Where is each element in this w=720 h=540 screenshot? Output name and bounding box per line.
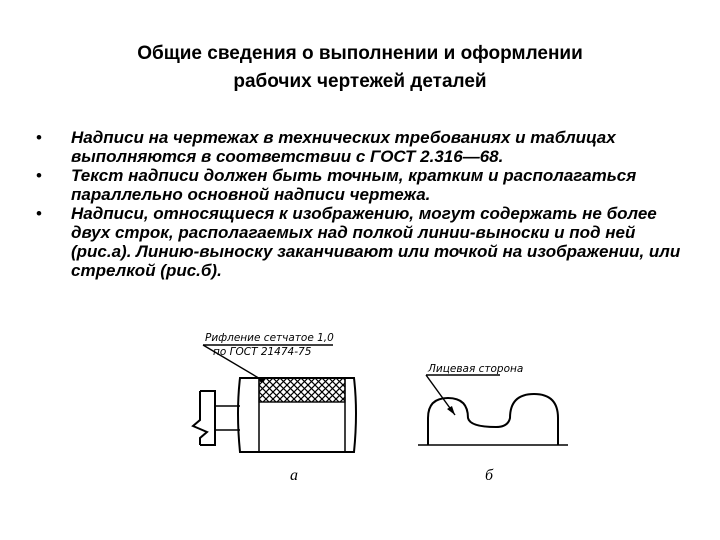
figure-b-label: Лицевая сторона — [428, 363, 524, 375]
figure-a-body — [238, 378, 356, 452]
figure-b-profile — [418, 363, 568, 484]
figure-a-label-line-2: по ГОСТ 21474-75 — [213, 346, 312, 358]
figure-a-caption: а — [290, 467, 298, 484]
figure-b-caption: б — [485, 467, 494, 484]
bullet-text: Надписи, относящиеся к изображению, могут содержать не более двух строк, располагаемых над полкой линии-выноски и под ней (рис.а). Линию-выноску заканчивают или точкой на изображении, или стрелкой (рис.б). — [71, 204, 681, 280]
bullet-dot: • — [36, 166, 42, 185]
figure-a-knurled-part — [193, 332, 356, 484]
slide-title-line-2: рабочих чертежей деталей — [233, 71, 487, 92]
bullet-text: Текст надписи должен быть точным, кратким и располагаться параллельно основной надписи чертежа. — [71, 166, 637, 204]
bullet-text: Надписи на чертежах в технических требованиях и таблицах выполняются в соответствии с ГОСТ 2.316—68. — [71, 128, 616, 166]
figure-b-outline — [428, 394, 558, 445]
figure-b-leader-line — [426, 375, 500, 415]
figure-a-label-line-1: Рифление сетчатое 1,0 — [205, 332, 334, 344]
slide-title-line-1: Общие сведения о выполнении и оформлении — [137, 43, 583, 64]
figure-a-knurl-area — [259, 378, 345, 402]
figure-a-flange — [193, 391, 240, 445]
bullet-dot: • — [36, 204, 42, 223]
bullet-dot: • — [36, 128, 42, 147]
